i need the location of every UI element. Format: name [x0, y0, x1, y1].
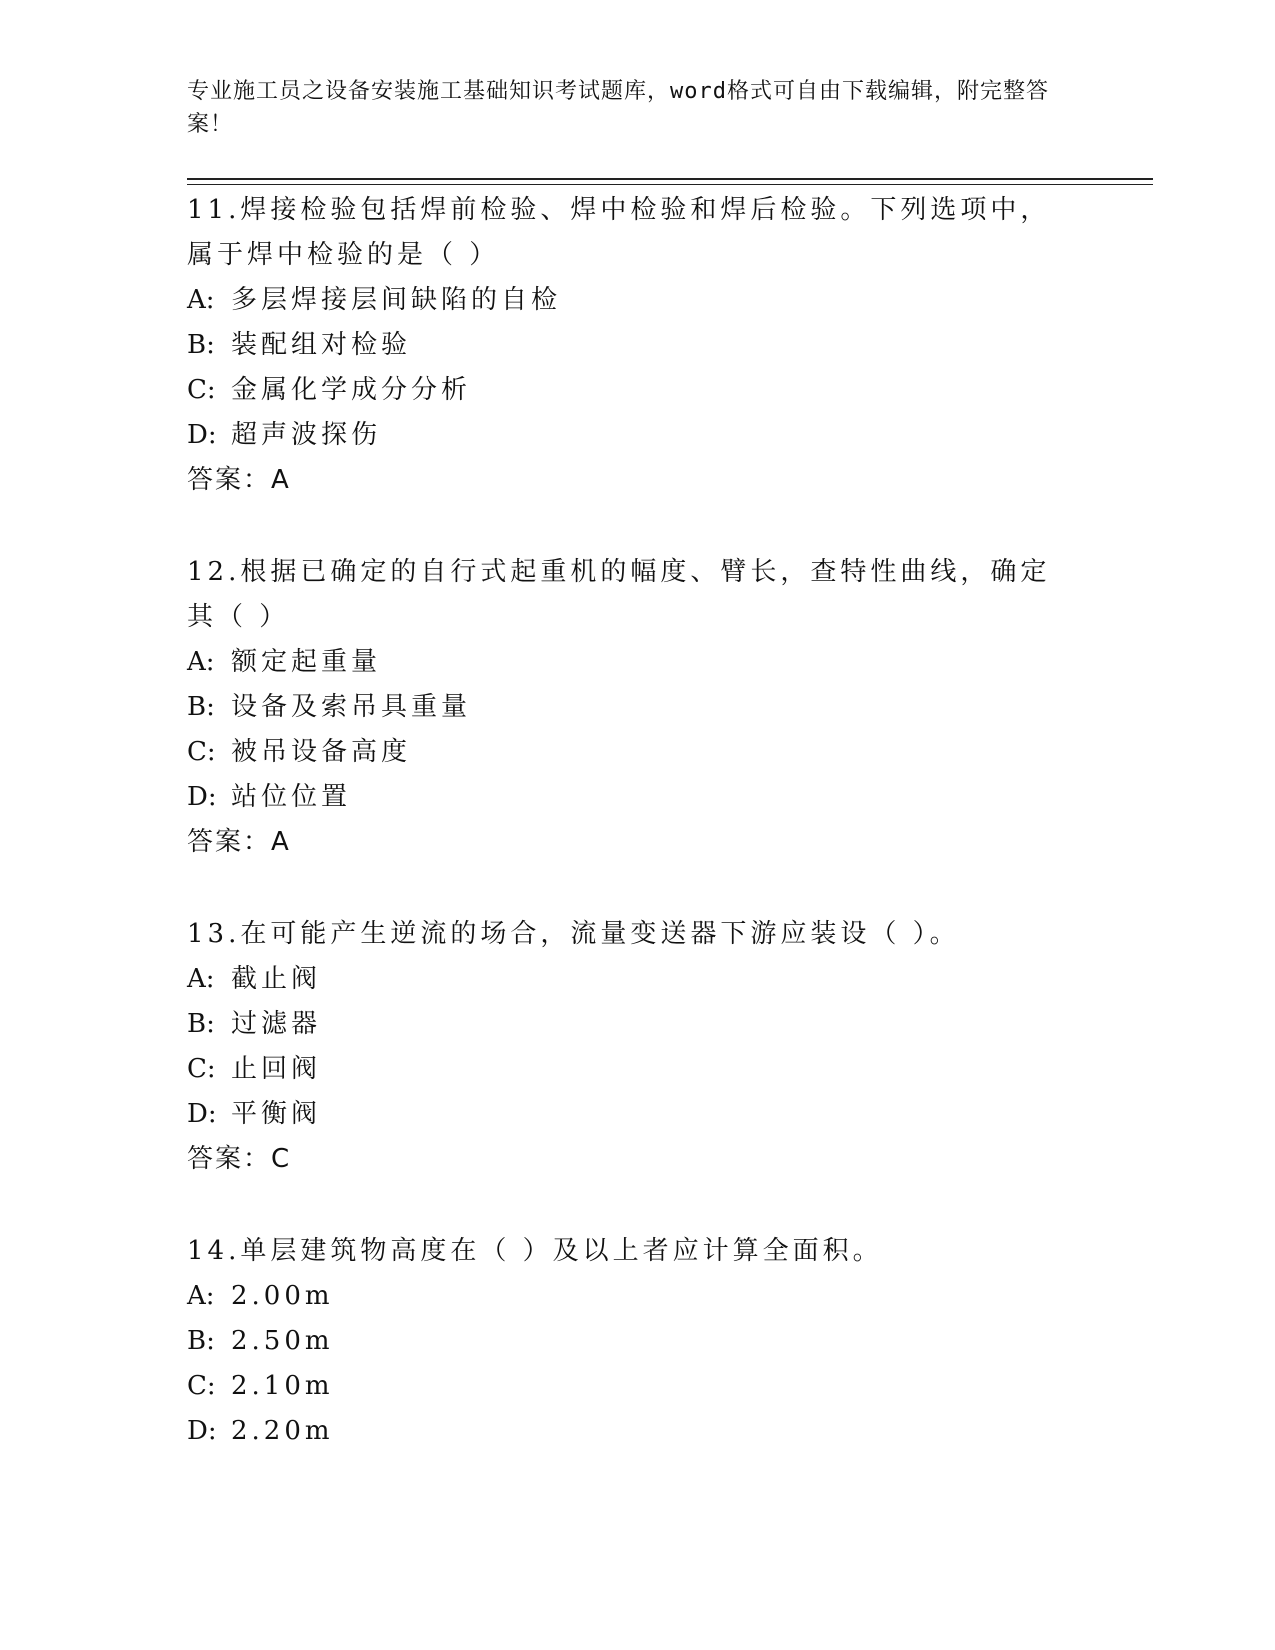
option-letter: D:: [187, 1099, 217, 1129]
option-letter: A:: [187, 285, 215, 315]
option-text: 设备及索吊具重量: [231, 692, 472, 722]
option-text: 2.00m: [231, 1281, 334, 1311]
option-text: 截止阀: [231, 964, 322, 994]
option-c: [187, 730, 1087, 775]
option-letter: C:: [187, 1054, 216, 1084]
option-letter: A:: [187, 964, 215, 994]
document-intro: 专业施工员之设备安装施工基础知识考试题库，word格式可自由下载编辑，附完整答案！: [187, 79, 1049, 137]
option-a: [187, 278, 1087, 323]
option-letter: D:: [187, 420, 217, 450]
option-text: 多层焊接层间缺陷的自检: [231, 285, 562, 315]
question-11: [187, 188, 1087, 503]
option-text: 金属化学成分分析: [231, 375, 472, 405]
option-b: [187, 1002, 1087, 1047]
option-text: 2.10m: [231, 1371, 334, 1401]
option-b: [187, 685, 1087, 730]
option-a: [187, 1274, 1087, 1319]
answer-line: 答案：A: [187, 827, 291, 857]
option-text: 止回阀: [231, 1054, 322, 1084]
option-text: 平衡阀: [231, 1099, 322, 1129]
option-letter: B:: [187, 692, 215, 722]
question-stem: 12.根据已确定的自行式起重机的幅度、臂长，查特性曲线，确定其（ ）: [187, 557, 1051, 632]
option-text: 2.50m: [231, 1326, 334, 1356]
option-text: 过滤器: [231, 1009, 322, 1039]
question-spacer: [187, 865, 1087, 912]
question-stem: 11.焊接检验包括焊前检验、焊中检验和焊后检验。下列选项中，属于焊中检验的是（ ）: [187, 195, 1051, 270]
question-14: [187, 1229, 1087, 1454]
option-a: [187, 640, 1087, 685]
option-letter: C:: [187, 737, 216, 767]
question-13: [187, 912, 1087, 1182]
option-d: [187, 775, 1087, 820]
option-d: [187, 1092, 1087, 1137]
question-spacer: [187, 503, 1087, 550]
header-divider-thin: [187, 184, 1153, 185]
option-text: 超声波探伤: [231, 420, 382, 450]
option-d: [187, 1409, 1087, 1454]
option-text: 站位位置: [231, 782, 352, 812]
option-letter: D:: [187, 782, 217, 812]
option-c: [187, 1364, 1087, 1409]
option-letter: C:: [187, 1371, 216, 1401]
option-text: 被吊设备高度: [231, 737, 412, 767]
option-b: [187, 1319, 1087, 1364]
option-c: [187, 1047, 1087, 1092]
option-letter: A:: [187, 1281, 215, 1311]
question-12: [187, 550, 1087, 865]
option-a: [187, 957, 1087, 1002]
question-stem: 13.在可能产生逆流的场合，流量变送器下游应装设（ ）。: [187, 919, 960, 949]
answer-line: 答案：A: [187, 465, 291, 495]
option-c: [187, 368, 1087, 413]
question-stem: 14.单层建筑物高度在（ ）及以上者应计算全面积。: [187, 1236, 883, 1266]
option-letter: A:: [187, 647, 215, 677]
option-letter: D:: [187, 1416, 217, 1446]
option-text: 额定起重量: [231, 647, 382, 677]
option-text: 2.20m: [231, 1416, 334, 1446]
question-list: [187, 188, 1087, 1454]
answer-line: 答案：C: [187, 1144, 292, 1174]
option-letter: B:: [187, 1326, 215, 1356]
question-spacer: [187, 1182, 1087, 1229]
option-d: [187, 413, 1087, 458]
option-letter: B:: [187, 1009, 215, 1039]
option-letter: B:: [187, 330, 215, 360]
option-text: 装配组对检验: [231, 330, 412, 360]
header-divider-thick: [187, 178, 1153, 180]
option-b: [187, 323, 1087, 368]
option-letter: C:: [187, 375, 216, 405]
